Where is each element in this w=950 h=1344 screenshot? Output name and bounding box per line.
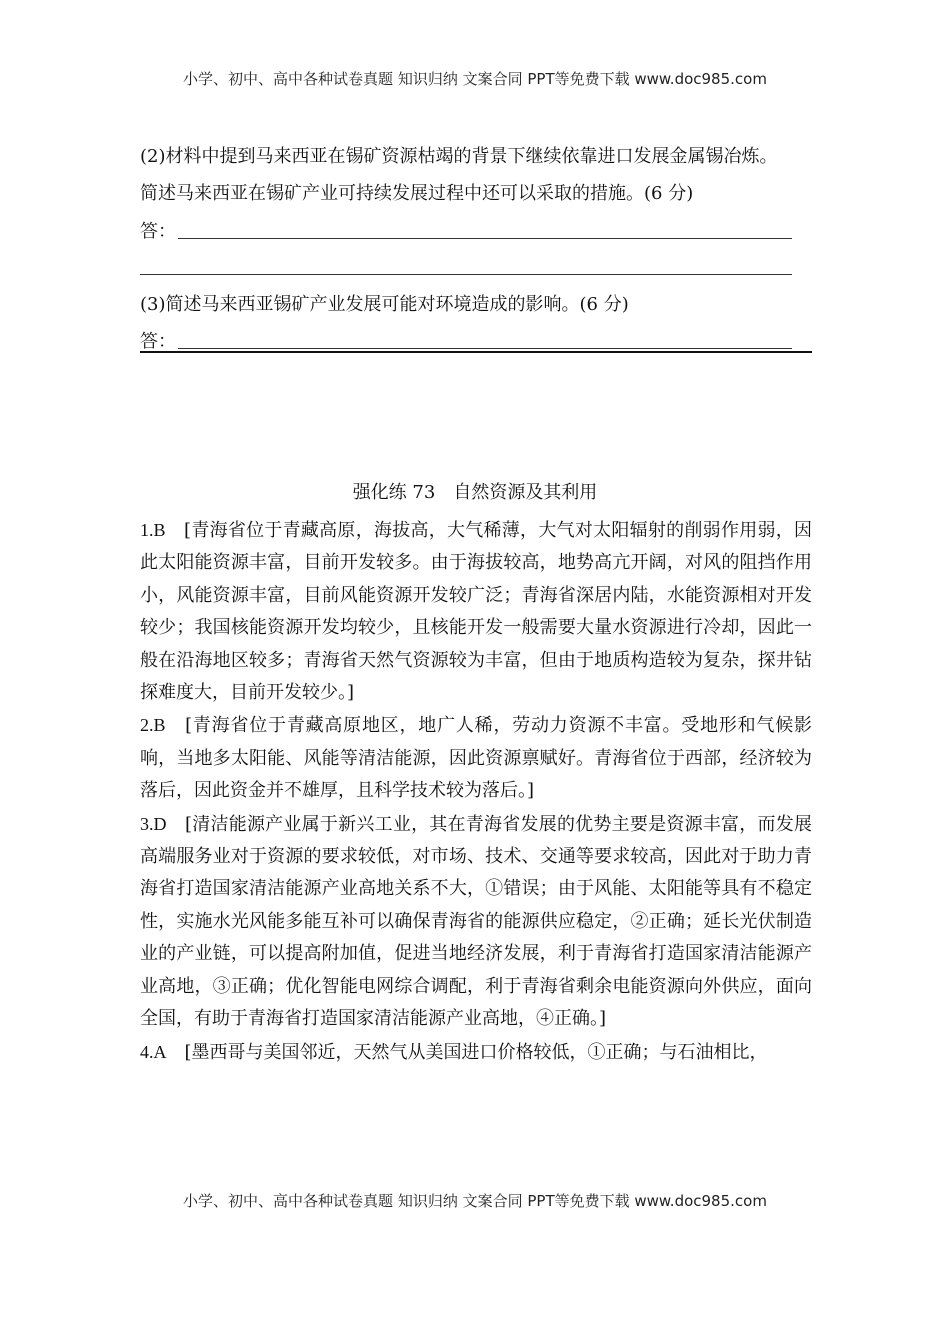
page-header: 小学、初中、高中各种试卷真题 知识归纳 文案合同 PPT等免费下载 www.doc985.com	[183, 70, 767, 88]
answer-number: 3.D	[140, 813, 167, 834]
answer-explanation: [青海省位于青藏高原地区，地广人稀，劳动力资源不丰富。受地形和气候影响，当地多太阳能、风能等清洁能源，因此资源禀赋好。青海省位于西部，经济较为落后，因此资金并不雄厚，且科学技术较为落后。]	[140, 715, 812, 802]
answer-explanation: [青海省位于青藏高原，海拔高，大气稀薄，大气对太阳辐射的削弱作用弱，因此太阳能资源丰富，目前开发较多。由于海拔较高，地势高亢开阔，对风的阻挡作用小，风能资源丰富，目前风能资源开发较广泛；青海省深居内陆，水能资源相对开发较少；我国核能资源开发均较少，且核能开发一般需要大量水资源进行冷却，因此一般在沿海地区较多；青海省天然气资源较为丰富，但由于地质构造较为复杂，探井钻探难度大，目前开发较少。]	[140, 520, 812, 704]
answer-item	[140, 808, 812, 1036]
answer-line[interactable]	[178, 348, 792, 349]
answer-line[interactable]	[178, 238, 792, 239]
section-divider	[140, 351, 812, 353]
answer-explanation: [墨西哥与美国邻近，天然气从美国进口价格较低，①正确；与石油相比，	[184, 1041, 768, 1063]
section-title: 强化练 73 自然资源及其利用	[352, 482, 598, 503]
answer-number: 4.A	[140, 1041, 167, 1062]
answer-number: 2.B	[140, 715, 166, 736]
answer-line[interactable]	[140, 274, 792, 275]
question-3-answer-label: 答：	[140, 331, 176, 352]
answer-number: 1.B	[140, 520, 166, 540]
question-2-line-2: 简述马来西亚在锡矿产业可持续发展过程中还可以采取的措施。(6 分)	[140, 183, 694, 204]
question-2-line-1: (2)材料中提到马来西亚在锡矿资源枯竭的背景下继续依靠进口发展金属锡冶炼。	[140, 146, 778, 167]
page-footer: 小学、初中、高中各种试卷真题 知识归纳 文案合同 PPT等免费下载 www.doc985.com	[183, 1192, 767, 1210]
answer-list	[140, 514, 812, 1069]
answer-item	[140, 1036, 812, 1069]
answer-item	[140, 514, 812, 709]
question-2-answer-label: 答：	[140, 221, 176, 242]
question-3-line-1: (3)简述马来西亚锡矿产业发展可能对环境造成的影响。(6 分)	[140, 294, 629, 315]
answer-explanation: [清洁能源产业属于新兴工业，其在青海省发展的优势主要是资源丰富，而发展高端服务业对于资源的要求较低，对市场、技术、交通等要求较高，因此对于助力青海省打造国家清洁能源产业高地关系不大，①错误；由于风能、太阳能等具有不稳定性，实施水光风能多能互补可以确保青海省的能源供应稳定，②正确；延长光伏制造业的产业链，可以提高附加值，促进当地经济发展，利于青海省打造国家清洁能源产业高地，③正确；优化智能电网综合调配，利于青海省剩余电能资源向外供应，面向全国，有助于青海省打造国家清洁能源产业高地，④正确。]	[140, 813, 813, 1030]
answer-item	[140, 709, 812, 807]
